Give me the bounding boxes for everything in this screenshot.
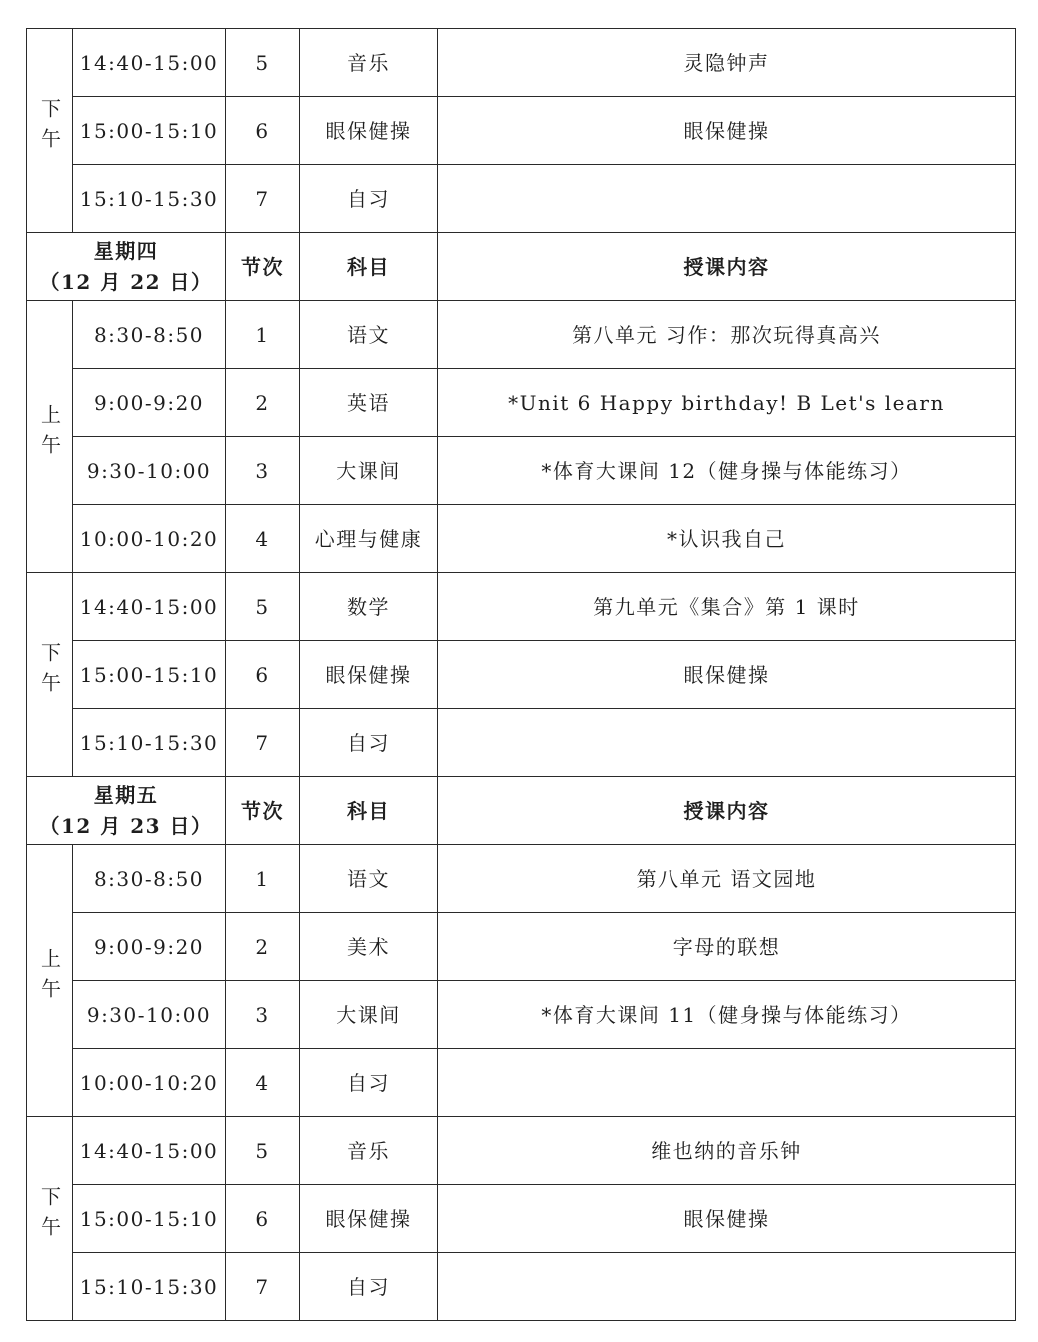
lesson-number-cell: 6 bbox=[226, 641, 300, 709]
subject-cell: 自习 bbox=[300, 1049, 438, 1117]
lesson-number-cell: 4 bbox=[226, 1049, 300, 1117]
time-cell: 14:40-15:00 bbox=[73, 29, 226, 97]
column-header-lesson-number: 节次 bbox=[226, 777, 300, 845]
content-cell: 灵隐钟声 bbox=[438, 29, 1016, 97]
time-cell: 14:40-15:00 bbox=[73, 1117, 226, 1185]
subject-cell: 心理与健康 bbox=[300, 505, 438, 573]
time-cell: 15:10-15:30 bbox=[73, 709, 226, 777]
weekday-label: 星期四 bbox=[93, 238, 159, 263]
subject-cell: 自习 bbox=[300, 1253, 438, 1321]
subject-cell: 眼保健操 bbox=[300, 1185, 438, 1253]
lesson-row bbox=[27, 1049, 1016, 1117]
time-cell: 9:30-10:00 bbox=[73, 437, 226, 505]
lesson-row bbox=[27, 641, 1016, 709]
time-cell: 15:00-15:10 bbox=[73, 97, 226, 165]
lesson-number-cell: 3 bbox=[226, 437, 300, 505]
period-label: 下午 bbox=[37, 98, 62, 158]
subject-cell: 自习 bbox=[300, 709, 438, 777]
lesson-number-cell: 6 bbox=[226, 1185, 300, 1253]
subject-cell: 语文 bbox=[300, 845, 438, 913]
lesson-row bbox=[27, 981, 1016, 1049]
lesson-row bbox=[27, 573, 1016, 641]
time-cell: 15:10-15:30 bbox=[73, 165, 226, 233]
date-label: （12 月 22 日） bbox=[39, 269, 213, 294]
column-header-lesson-number: 节次 bbox=[226, 233, 300, 301]
time-cell: 10:00-10:20 bbox=[73, 505, 226, 573]
lesson-number-cell: 5 bbox=[226, 1117, 300, 1185]
time-cell: 8:30-8:50 bbox=[73, 301, 226, 369]
lesson-row bbox=[27, 1185, 1016, 1253]
content-cell: 眼保健操 bbox=[438, 641, 1016, 709]
lesson-number-cell: 7 bbox=[226, 1253, 300, 1321]
date-label: （12 月 23 日） bbox=[39, 813, 213, 838]
subject-cell: 英语 bbox=[300, 369, 438, 437]
subject-cell: 眼保健操 bbox=[300, 97, 438, 165]
lesson-number-cell: 5 bbox=[226, 573, 300, 641]
period-label: 上午 bbox=[37, 948, 62, 1008]
schedule-body bbox=[27, 29, 1016, 1321]
lesson-number-cell: 3 bbox=[226, 981, 300, 1049]
subject-cell: 语文 bbox=[300, 301, 438, 369]
day-header-row bbox=[27, 233, 1016, 301]
column-header-content: 授课内容 bbox=[438, 777, 1016, 845]
lesson-number-cell: 2 bbox=[226, 369, 300, 437]
time-cell: 15:10-15:30 bbox=[73, 1253, 226, 1321]
content-cell bbox=[438, 1049, 1016, 1117]
lesson-number-cell: 4 bbox=[226, 505, 300, 573]
time-cell: 15:00-15:10 bbox=[73, 641, 226, 709]
subject-cell: 美术 bbox=[300, 913, 438, 981]
subject-cell: 大课间 bbox=[300, 981, 438, 1049]
time-cell: 14:40-15:00 bbox=[73, 573, 226, 641]
lesson-number-cell: 5 bbox=[226, 29, 300, 97]
lesson-number-cell: 1 bbox=[226, 845, 300, 913]
period-cell bbox=[27, 301, 73, 573]
lesson-row bbox=[27, 97, 1016, 165]
content-cell: *Unit 6 Happy birthday! B Let's learn bbox=[438, 369, 1016, 437]
content-cell: 第九单元《集合》第 1 课时 bbox=[438, 573, 1016, 641]
content-cell bbox=[438, 709, 1016, 777]
time-cell: 9:00-9:20 bbox=[73, 369, 226, 437]
lesson-row bbox=[27, 165, 1016, 233]
period-label: 下午 bbox=[37, 642, 62, 702]
column-header-subject: 科目 bbox=[300, 233, 438, 301]
subject-cell: 音乐 bbox=[300, 29, 438, 97]
time-cell: 9:00-9:20 bbox=[73, 913, 226, 981]
day-header-cell bbox=[27, 233, 226, 301]
period-cell bbox=[27, 573, 73, 777]
lesson-row bbox=[27, 1117, 1016, 1185]
content-cell: *体育大课间 12（健身操与体能练习） bbox=[438, 437, 1016, 505]
content-cell: 字母的联想 bbox=[438, 913, 1016, 981]
period-cell bbox=[27, 29, 73, 233]
subject-cell: 音乐 bbox=[300, 1117, 438, 1185]
content-cell bbox=[438, 165, 1016, 233]
lesson-row bbox=[27, 29, 1016, 97]
content-cell: *认识我自己 bbox=[438, 505, 1016, 573]
lesson-number-cell: 1 bbox=[226, 301, 300, 369]
lesson-row bbox=[27, 913, 1016, 981]
content-cell: 第八单元 语文园地 bbox=[438, 845, 1016, 913]
period-cell bbox=[27, 1117, 73, 1321]
column-header-content: 授课内容 bbox=[438, 233, 1016, 301]
content-cell: *体育大课间 11（健身操与体能练习） bbox=[438, 981, 1016, 1049]
subject-cell: 数学 bbox=[300, 573, 438, 641]
lesson-row bbox=[27, 1253, 1016, 1321]
lesson-row bbox=[27, 369, 1016, 437]
content-cell: 第八单元 习作：那次玩得真高兴 bbox=[438, 301, 1016, 369]
subject-cell: 眼保健操 bbox=[300, 641, 438, 709]
subject-cell: 大课间 bbox=[300, 437, 438, 505]
content-cell bbox=[438, 1253, 1016, 1321]
time-cell: 10:00-10:20 bbox=[73, 1049, 226, 1117]
period-label: 下午 bbox=[37, 1186, 62, 1246]
schedule-table bbox=[26, 28, 1016, 1321]
lesson-number-cell: 2 bbox=[226, 913, 300, 981]
time-cell: 15:00-15:10 bbox=[73, 1185, 226, 1253]
content-cell: 眼保健操 bbox=[438, 1185, 1016, 1253]
day-header-cell bbox=[27, 777, 226, 845]
day-header-row bbox=[27, 777, 1016, 845]
lesson-row bbox=[27, 845, 1016, 913]
period-cell bbox=[27, 845, 73, 1117]
lesson-row bbox=[27, 437, 1016, 505]
column-header-subject: 科目 bbox=[300, 777, 438, 845]
period-label: 上午 bbox=[37, 404, 62, 464]
content-cell: 眼保健操 bbox=[438, 97, 1016, 165]
lesson-number-cell: 7 bbox=[226, 165, 300, 233]
lesson-number-cell: 6 bbox=[226, 97, 300, 165]
weekday-label: 星期五 bbox=[93, 782, 159, 807]
lesson-row bbox=[27, 301, 1016, 369]
time-cell: 9:30-10:00 bbox=[73, 981, 226, 1049]
content-cell: 维也纳的音乐钟 bbox=[438, 1117, 1016, 1185]
lesson-row bbox=[27, 709, 1016, 777]
subject-cell: 自习 bbox=[300, 165, 438, 233]
time-cell: 8:30-8:50 bbox=[73, 845, 226, 913]
lesson-row bbox=[27, 505, 1016, 573]
lesson-number-cell: 7 bbox=[226, 709, 300, 777]
